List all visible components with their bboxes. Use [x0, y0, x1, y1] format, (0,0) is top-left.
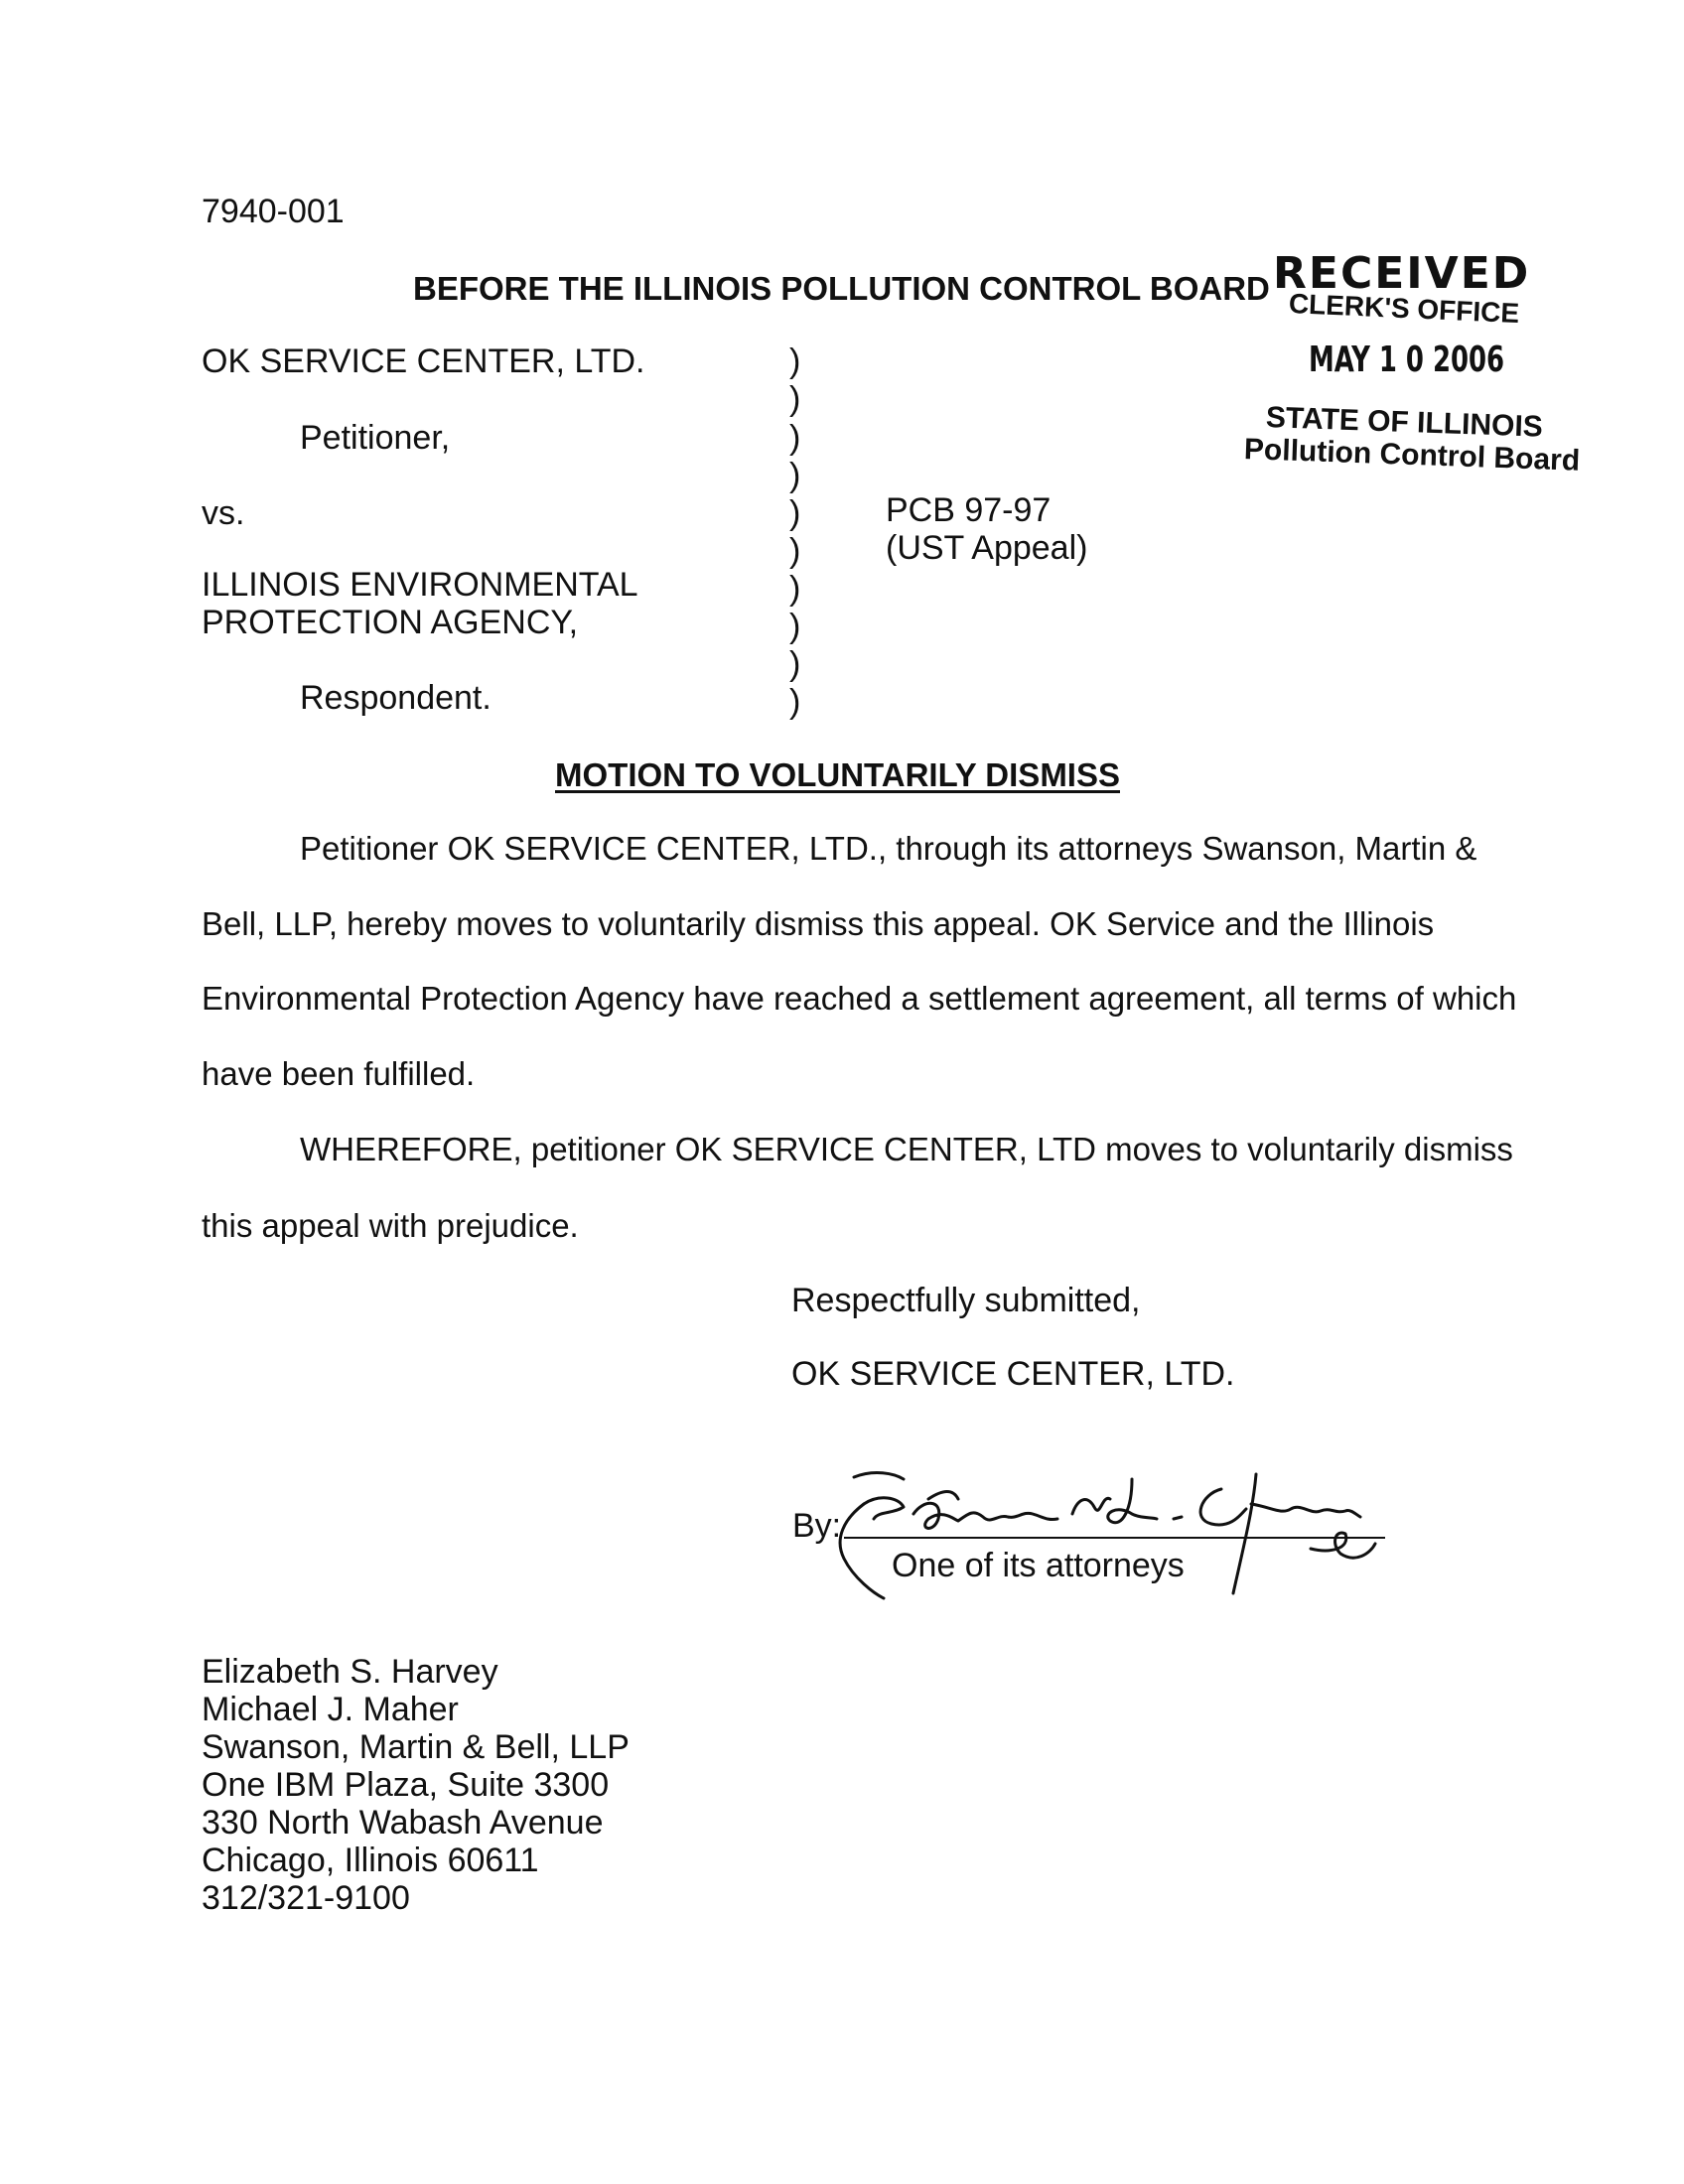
- paragraph-line: WHEREFORE, petitioner OK SERVICE CENTER, LTD moves to voluntarily dismiss: [300, 1131, 1513, 1167]
- stamp-date: MAY 1 0 2006: [1309, 340, 1505, 380]
- attorney-block-line: 312/321-9100: [202, 1879, 410, 1917]
- attorney-block-line: Chicago, Illinois 60611: [202, 1842, 539, 1879]
- respondent-name-line2: PROTECTION AGENCY,: [202, 604, 579, 641]
- attorney-line: One of its attorneys: [892, 1547, 1185, 1584]
- caption-paren: ): [789, 342, 801, 380]
- stamp-clerks-office: CLERK'S OFFICE: [1288, 288, 1520, 330]
- case-number: PCB 97-97: [886, 491, 1052, 529]
- board-title: BEFORE THE ILLINOIS POLLUTION CONTROL BOARD: [413, 270, 1270, 307]
- stamp-board: Pollution Control Board: [1243, 433, 1581, 478]
- attorney-block-line: Michael J. Maher: [202, 1691, 459, 1728]
- signature-by-label: By:: [792, 1507, 842, 1545]
- caption-paren: ): [789, 494, 801, 532]
- caption-paren: ): [789, 608, 801, 645]
- respondent-name-line1: ILLINOIS ENVIRONMENTAL: [202, 566, 638, 604]
- petitioner-name: OK SERVICE CENTER, LTD.: [202, 342, 645, 380]
- petitioner-role: Petitioner,: [300, 419, 451, 457]
- paragraph-line: Environmental Protection Agency have reached a settlement agreement, all terms of which: [202, 980, 1517, 1017]
- paragraph-line: this appeal with prejudice.: [202, 1207, 579, 1244]
- stamp-state: STATE OF ILLINOIS: [1265, 401, 1544, 444]
- caption-paren: ): [789, 419, 801, 457]
- versus-label: vs.: [202, 494, 245, 532]
- attorney-block-line: 330 North Wabash Avenue: [202, 1804, 604, 1842]
- caption-paren: ): [789, 683, 801, 721]
- caption-paren: ): [789, 457, 801, 494]
- paragraph-line: have been fulfilled.: [202, 1055, 476, 1092]
- stamp-received: RECEIVED: [1273, 248, 1531, 299]
- handwritten-signature: [834, 1459, 1400, 1608]
- caption-paren: ): [789, 380, 801, 418]
- paragraph-line: Petitioner OK SERVICE CENTER, LTD., through its attorneys Swanson, Martin &: [300, 830, 1477, 867]
- caption-paren: ): [789, 532, 801, 570]
- respondent-role: Respondent.: [300, 679, 491, 717]
- attorney-block-line: Swanson, Martin & Bell, LLP: [202, 1728, 630, 1766]
- caption-paren: ): [789, 645, 801, 683]
- motion-title: MOTION TO VOLUNTARILY DISMISS: [555, 756, 1120, 793]
- caption-paren: ): [789, 570, 801, 608]
- case-type: (UST Appeal): [886, 529, 1088, 567]
- attorney-block-line: Elizabeth S. Harvey: [202, 1653, 498, 1691]
- closing-party: OK SERVICE CENTER, LTD.: [791, 1355, 1235, 1393]
- closing-respectfully: Respectfully submitted,: [791, 1282, 1141, 1319]
- docket-number: 7940-001: [202, 193, 345, 230]
- paragraph-line: Bell, LLP, hereby moves to voluntarily dismiss this appeal. OK Service and the Illinois: [202, 905, 1435, 942]
- attorney-block-line: One IBM Plaza, Suite 3300: [202, 1766, 610, 1804]
